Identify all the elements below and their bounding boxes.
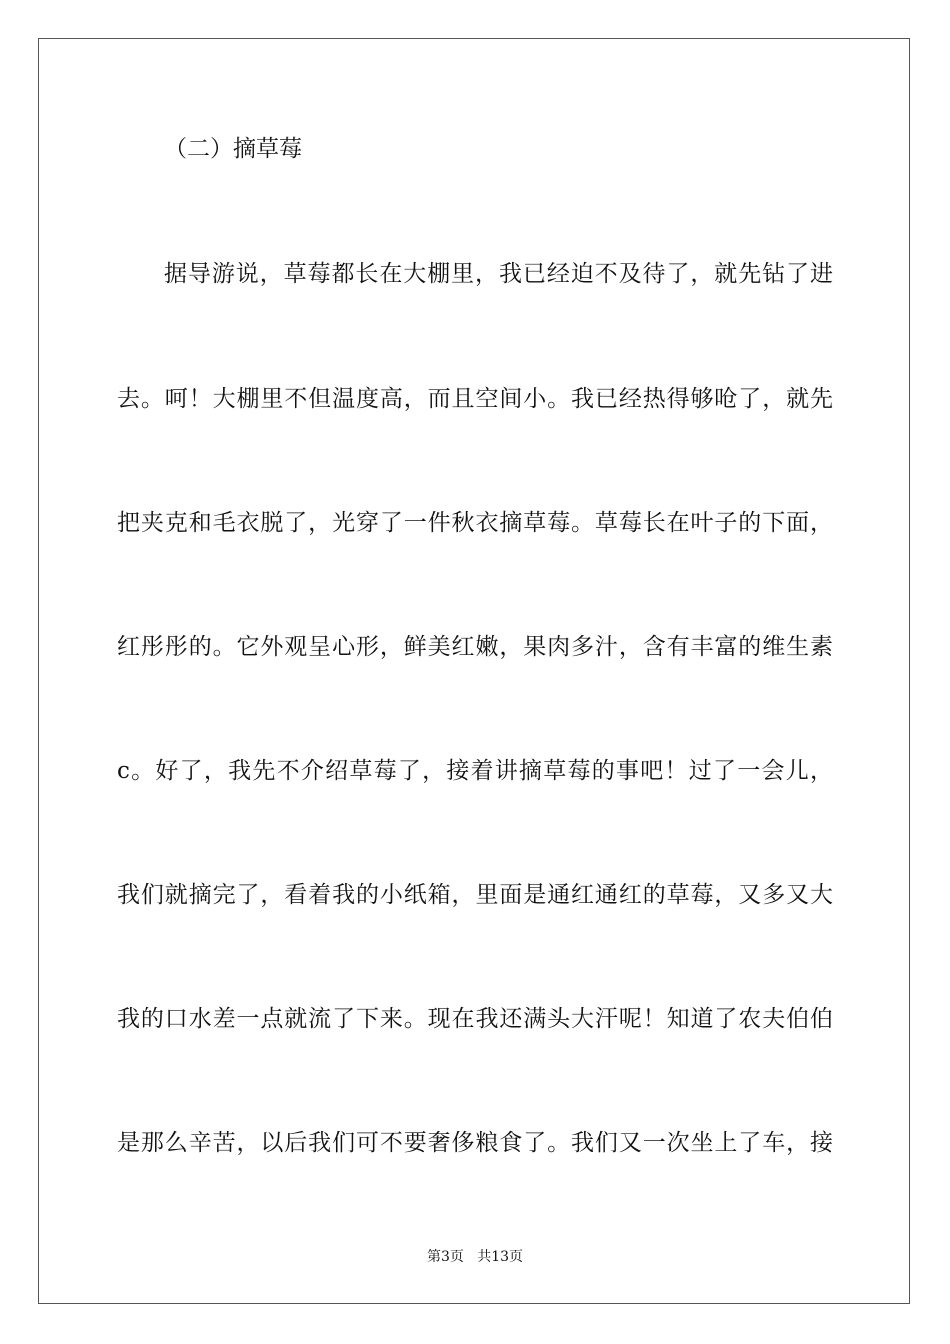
paragraph-line-5: c。好了，我先不介绍草莓了，接着讲摘草莓的事吧！过了一会儿， bbox=[117, 758, 833, 784]
paragraph-line-4: 红彤彤的。它外观呈心形，鲜美红嫩，果肉多汁，含有丰富的维生素 bbox=[117, 634, 833, 660]
page-border bbox=[38, 38, 910, 1304]
paragraph-line-1: 据导游说，草莓都长在大棚里，我已经迫不及待了，就先钻了进 bbox=[164, 261, 833, 287]
paragraph-line-8: 是那么辛苦，以后我们可不要奢侈粮食了。我们又一次坐上了车，接 bbox=[117, 1130, 833, 1156]
section-heading: （二）摘草莓 bbox=[164, 136, 302, 162]
page-number-footer: 第3页 共13页 bbox=[426, 1249, 524, 1265]
paragraph-line-2: 去。呵！大棚里不但温度高，而且空间小。我已经热得够呛了，就先 bbox=[117, 386, 833, 412]
paragraph-line-3: 把夹克和毛衣脱了，光穿了一件秋衣摘草莓。草莓长在叶子的下面， bbox=[117, 510, 833, 536]
paragraph-line-6: 我们就摘完了，看着我的小纸箱，里面是通红通红的草莓，又多又大 bbox=[117, 882, 833, 908]
paragraph-line-7: 我的口水差一点就流了下来。现在我还满头大汗呢！知道了农夫伯伯 bbox=[117, 1006, 833, 1032]
